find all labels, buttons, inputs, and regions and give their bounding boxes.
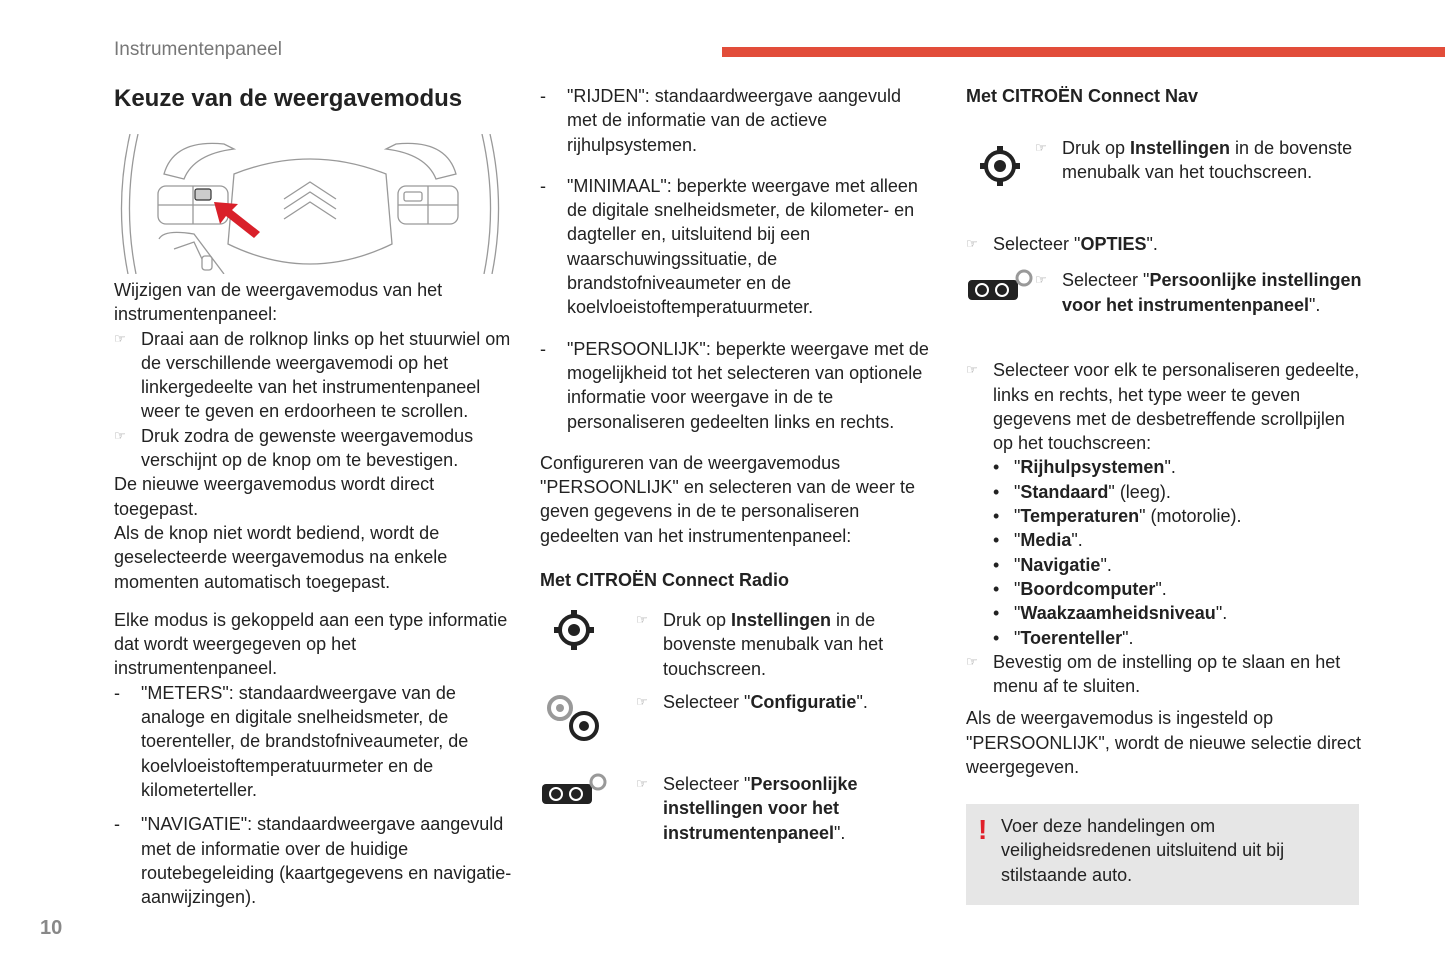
nav-step-4: ☞ Selecteer voor elk te personaliseren gedeelte, links en rechts, het type weer te geven gegevens met de desbetreffende scrollpijlen op het touchscreen: [966, 360, 1360, 454]
instrument-panel-settings-icon [542, 772, 608, 806]
paragraph: Elke modus is gekoppeld aan een type informatie dat wordt weergegeven op het instrumentenpaneel. [114, 609, 508, 679]
nav-step-3: ☞ Selecteer "Persoonlijke instellingen voor het instrumentenpaneel". [966, 268, 1366, 358]
nav-step-2: ☞ Selecteer "OPTIES". [966, 232, 1366, 256]
page-title: Keuze van de weergavemodus [114, 85, 463, 112]
settings-gear-icon [978, 144, 1022, 188]
option-item: • "Toerenteller". [993, 627, 1134, 648]
config-paragraph: Configureren van de weergavemodus "PERSOONLIJK" en selecteren van de weer te geven gegevens in de te personaliseren gedeelten van het instrumentenpaneel: [540, 452, 915, 546]
nav-heading: Met CITROËN Connect Nav [966, 86, 1199, 106]
column-3 [966, 84, 1366, 779]
warning-exclamation-icon: ! [978, 814, 988, 845]
step-item: ☞ Draai aan de rolknop links op het stuurwiel om de verschillende weergavemodi op het linkergedeelte van het instrumentenpaneel weer te geven en erdoorheen te scrollen. [114, 328, 511, 422]
pointing-hand-icon: ☞ [966, 362, 978, 378]
warning-text: Voer deze handelingen om veiligheidsredenen uitsluitend uit bij stilstaande auto. [1001, 816, 1285, 885]
configuration-gears-icon [542, 690, 606, 750]
pointing-hand-icon: ☞ [966, 236, 978, 251]
steering-wheel-illustration [114, 134, 506, 274]
pointing-hand-icon: ☞ [636, 776, 648, 792]
pointing-hand-icon: ☞ [114, 330, 126, 346]
step-item: ☞ Druk zodra de gewenste weergavemodus verschijnt op de knop om te bevestigen. [114, 425, 474, 471]
pointing-hand-icon: ☞ [636, 694, 648, 710]
radio-step-2: ☞ Selecteer "Configuratie". [540, 690, 935, 772]
paragraph: De nieuwe weergavemodus wordt direct toegepast. [114, 474, 435, 519]
section-label: Instrumentenpaneel [114, 39, 282, 60]
pointing-hand-icon: ☞ [966, 653, 978, 669]
instrument-panel-settings-icon [968, 268, 1034, 302]
mode-item: - "MINIMAAL": beperkte weergave met alleen de digitale snelheidsmeter, de kilometer- en dagteller en, uitsluitend bij een waarschuwingssituatie, de brandstofniveaumeter en de koelvloeistoftemperatuurmeter. [540, 175, 918, 318]
pointing-hand-icon: ☞ [1035, 140, 1047, 155]
mode-item: - "PERSOONLIJK": beperkte weergave met de mogelijkheid tot het selecteren van optionele informatie voor weergave in de te personaliseren gedeelten links en rechts. [540, 338, 929, 432]
pointing-hand-icon: ☞ [114, 427, 126, 443]
column-2 [540, 84, 935, 845]
pointing-hand-icon: ☞ [1035, 272, 1047, 288]
nav-step-1: ☞ Druk op Instellingen in de bovenste menubalk van het touchscreen. [966, 136, 1366, 232]
page-number: 10 [40, 917, 63, 939]
radio-heading: Met CITROËN Connect Radio [540, 570, 790, 591]
option-item: • "Navigatie". [993, 554, 1112, 575]
radio-step-1: ☞ Druk op Instellingen in de bovenste menubalk van het touchscreen. [540, 608, 935, 682]
mode-item: - "RIJDEN": standaardweergave aangevuld met de informatie van de actieve rijhulpsystemen. [540, 86, 901, 155]
option-item: • "Boordcomputer". [993, 578, 1167, 599]
warning-box [966, 804, 1359, 905]
nav-step-5: ☞ Bevestig om de instelling op te slaan en het menu af te sluiten. [966, 651, 1341, 697]
pointing-hand-icon: ☞ [636, 612, 648, 628]
header-accent-bar [722, 47, 1445, 57]
radio-step-3: ☞ Selecteer "Persoonlijke instellingen voor het instrumentenpaneel". [540, 772, 935, 845]
paragraph: Als de weergavemodus is ingesteld op "PERSOONLIJK", wordt de nieuwe selectie direct weergegeven. [966, 708, 1361, 778]
option-item: • "Temperaturen" (motorolie). [993, 506, 1242, 527]
option-item: • "Rijhulpsystemen". [993, 457, 1176, 478]
mode-item: - "METERS": standaardweergave van de analoge en digitale snelheidsmeter, de toerenteller, de brandstofniveaumeter, de koelvloeistoftemperatuurmeter en de kilometerteller. [114, 682, 469, 800]
mode-item: - "NAVIGATIE": standaardweergave aangevuld met de informatie over de huidige routebegeleiding (kaartgegevens en navigatie-aanwijzingen). [114, 814, 512, 908]
option-item: • "Media". [993, 530, 1083, 551]
option-item: • "Waakzaamheidsniveau". [993, 603, 1228, 624]
settings-gear-icon [552, 608, 596, 652]
option-item: • "Standaard" (leeg). [993, 481, 1171, 502]
intro-text: Wijzigen van de weergavemodus van het instrumentenpaneel: [114, 280, 443, 325]
paragraph: Als de knop niet wordt bediend, wordt de geselecteerde weergavemodus na enkele momenten automatisch toegepast. [114, 522, 448, 592]
